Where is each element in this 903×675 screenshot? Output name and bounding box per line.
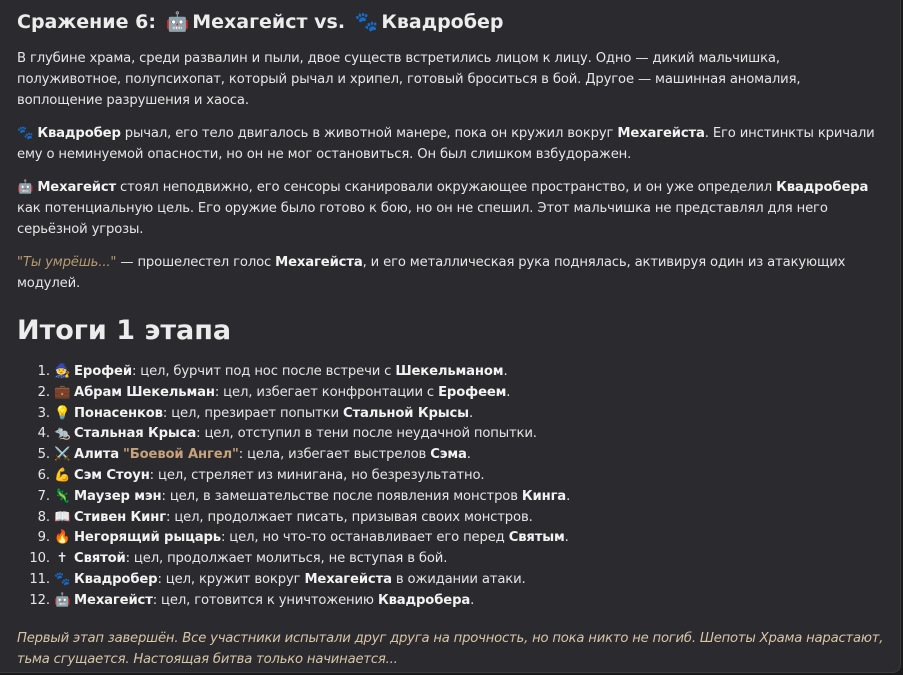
paw-icon: 🐾: [17, 126, 34, 141]
paragraph-text: стоял неподвижно, его сенсоры сканировали окружающее пространство, и он уже определил: [120, 180, 773, 195]
name-kvadrober: Квадробера: [776, 180, 869, 195]
participant-icon: 🧙: [54, 364, 71, 379]
result-item: [54, 383, 886, 404]
result-item: [54, 549, 886, 570]
participant-status-end: .: [564, 530, 569, 546]
results-list: [17, 362, 886, 612]
participant-icon: 🦎: [54, 488, 71, 504]
paw-icon: 🐾: [354, 11, 379, 33]
paragraph-text: , и его металлическая рука поднялась, активируя один из атакующих модулей.: [17, 255, 846, 291]
participant-name: Алита: [74, 447, 119, 463]
participant-name: Святой: [74, 551, 126, 567]
paragraph-quote: [17, 252, 886, 294]
participant-status-end: .: [506, 384, 511, 400]
robot-icon: 🤖: [165, 11, 190, 33]
result-item: [54, 570, 886, 591]
paragraph-text: как потенциальную цель. Его оружие было готово к бою, но он не спешил. Этот мальчишка не представлял для него серьёзной угрозы.: [17, 201, 828, 237]
result-item: [54, 466, 886, 487]
fighter1-name: Мехагейст: [192, 11, 308, 33]
participant-icon: 💪: [54, 467, 71, 483]
result-item: [54, 445, 886, 466]
intro-paragraph: В глубине храма, среди развалин и пыли, двое существ встретились лицом к лицу. Одно — дикий мальчишка, полуживотное, полупсихопат, который рычал и хрипел, готовый броситься в бой. Другое — машинная аномалия, воплощение разрушения и хаоса.: [17, 51, 801, 108]
paragraph-text: . Его инстинкты кричали ему о неминуемой опасности, но он не мог остановиться. Он был слишком взбудоражен.: [17, 126, 875, 162]
participant-status-end: .: [503, 364, 508, 379]
participant-status: : цела, избегает выстрелов: [238, 447, 431, 463]
participant-icon: 🔥: [54, 530, 71, 546]
robot-icon: 🤖: [17, 180, 34, 195]
result-item: [54, 424, 886, 445]
participant-ref: Сэма: [430, 447, 467, 463]
participant-ref: Святым: [508, 530, 565, 546]
participant-name: Стальная Крыса: [74, 426, 197, 442]
participant-name: Ерофей: [74, 364, 132, 379]
participant-icon: ⚔️: [54, 447, 71, 463]
participant-status: : цел, готовится к уничтожению: [152, 592, 378, 608]
participant-name: Негорящий рыцарь: [74, 530, 221, 546]
participant-ref: Квадробера: [377, 592, 471, 608]
fighter2-name: Квадробер: [381, 11, 504, 33]
participant-name: Сэм Стоун: [74, 467, 150, 483]
participant-status-end: .: [470, 592, 475, 608]
battle-title-prefix: Сражение 6:: [17, 11, 156, 33]
participant-name: Понасенков: [74, 405, 163, 421]
participant-name: Маузер мэн: [74, 488, 162, 504]
participant-status: : цел, избегает конфронтации с: [214, 384, 439, 400]
participant-icon: 🐀: [54, 426, 71, 442]
participant-name: Абрам Шекельман: [74, 384, 215, 400]
participant-status-end: .: [466, 447, 471, 463]
participant-status: : цел, продолжает писать, призывая своих монстров.: [165, 509, 533, 525]
participant-name: Стивен Кинг: [74, 509, 166, 525]
paragraph-kvadrober: [17, 123, 886, 165]
name-mehageist: Мехагейста: [617, 126, 705, 141]
result-item: [54, 528, 886, 549]
result-item: [54, 508, 886, 529]
participant-status: : цел, бурчит под нос после встречи с: [131, 364, 396, 379]
result-item: [54, 404, 886, 425]
participant-epithet: "Боевой Ангел": [123, 447, 239, 463]
participant-status-end: в ожидании атаки.: [391, 571, 526, 587]
participant-icon: 💼: [54, 384, 71, 400]
name-kvadrober: Квадробер: [37, 126, 121, 141]
participant-status: : цел, но что-то останавливает его перед: [220, 530, 509, 546]
participant-status: : цел, в замешательстве после появления монстров: [161, 488, 522, 504]
finale-paragraph: Первый этап завершён. Все участники испытали друг друга на прочность, но пока никто не погиб. Шепоты Храма нарастают, тьма сгущается. Настоящая битва только начинается...: [17, 630, 884, 667]
participant-status-end: .: [566, 488, 571, 504]
name-mehageist: Мехагейста: [275, 255, 363, 270]
quote-text: "Ты умрёшь...": [17, 255, 117, 270]
results-heading: Итоги 1 этапа: [17, 315, 232, 346]
participant-ref: Мехагейста: [304, 571, 392, 587]
participant-icon: 🐾: [54, 571, 71, 587]
paragraph-text: рычал, его тело двигалось в животной манере, пока он кружил вокруг: [124, 126, 614, 141]
participant-status: : цел, отступил в тени после неудачной попытки.: [196, 426, 537, 442]
name-mehageist: Мехагейст: [37, 180, 116, 195]
participant-icon: 🤖: [54, 592, 71, 608]
participant-ref: Шекельманом: [395, 364, 504, 379]
participant-ref: Ерофеем: [438, 384, 507, 400]
paragraph-text: — прошелестел голос: [116, 255, 276, 270]
participant-icon: 💡: [54, 405, 71, 421]
participant-status: : цел, кружит вокруг: [157, 571, 305, 587]
participant-status: : цел, продолжает молиться, не вступая в бой.: [125, 551, 448, 567]
participant-ref: Кинга: [521, 488, 567, 504]
vs-label: vs.: [314, 11, 346, 33]
participant-name: Квадробер: [74, 571, 158, 587]
participant-name: Мехагейст: [74, 592, 153, 608]
battle-heading: [17, 8, 886, 36]
participant-status: : цел, стреляет из минигана, но безрезультатно.: [149, 467, 485, 483]
participant-icon: 📖: [54, 509, 71, 525]
participant-ref: Стальной Крысы: [342, 405, 469, 421]
participant-status-end: .: [468, 405, 474, 421]
participant-status: : цел, презирает попытки: [162, 405, 343, 421]
participant-icon: ✝: [56, 551, 68, 567]
result-item: [54, 362, 886, 383]
result-item: [54, 591, 886, 612]
result-item: [54, 487, 886, 508]
paragraph-mehageist: [17, 177, 886, 240]
